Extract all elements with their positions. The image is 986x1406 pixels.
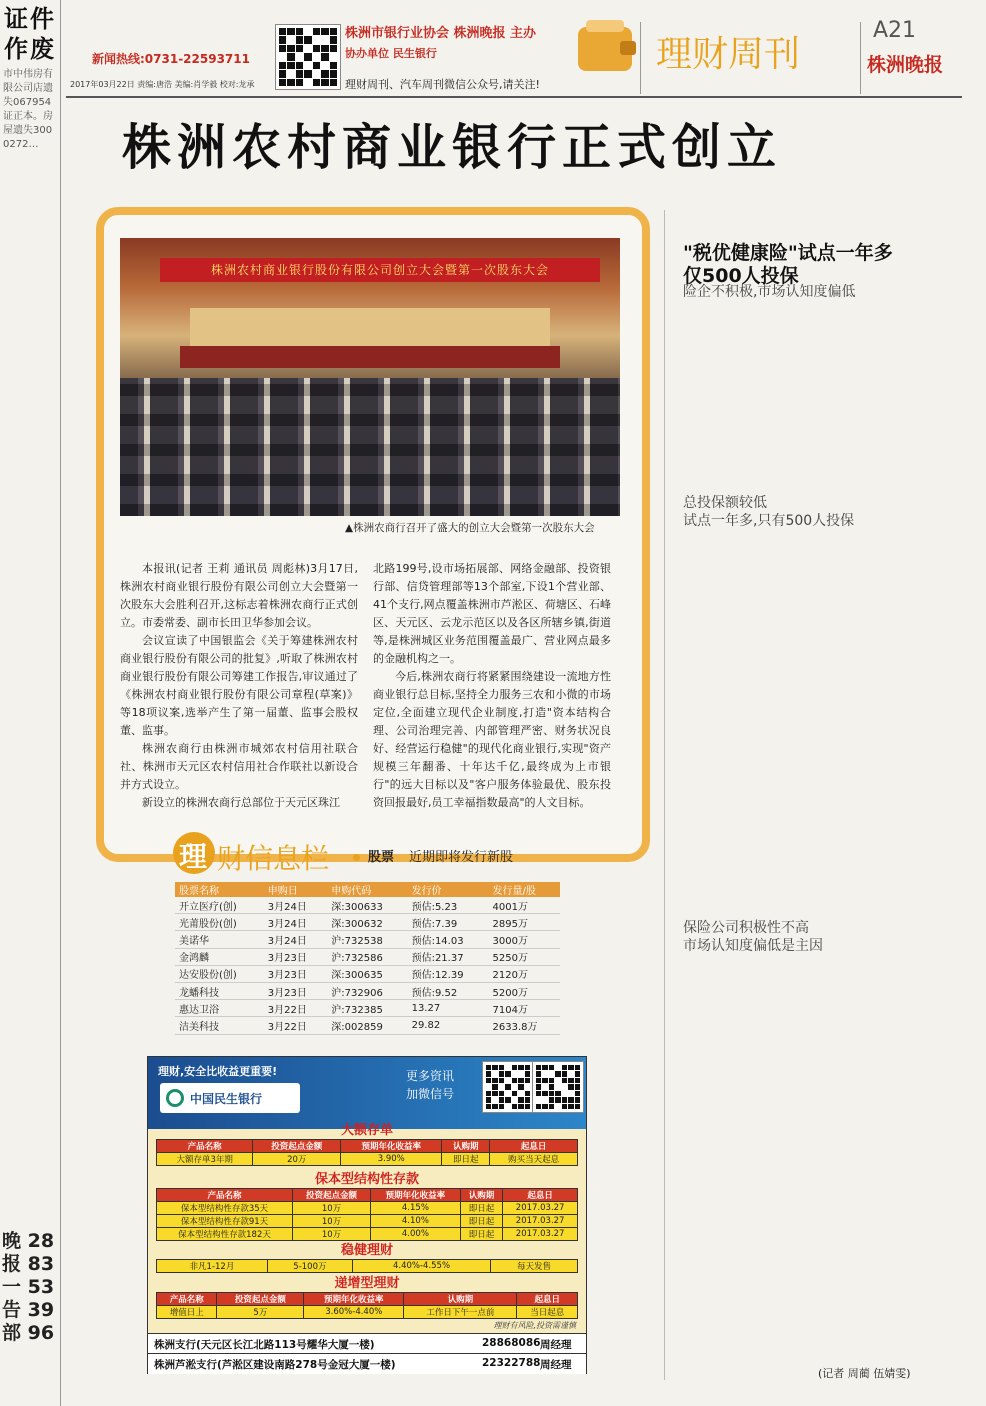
ad-section-steady (156, 1243, 578, 1273)
column-header: 起息日 (503, 1189, 578, 1202)
column-header: 投资起点金额 (293, 1189, 371, 1202)
stock-name: 龙蟠科技 (175, 982, 264, 999)
table-cell: 4.00% (371, 1228, 461, 1241)
qr-code-icon (482, 1061, 534, 1113)
ad-wechat-line: 更多资讯 (406, 1069, 455, 1083)
table-cell: 4.10% (371, 1215, 461, 1228)
table-cell: 当日起息 (517, 1306, 578, 1319)
page-number: A21 (873, 18, 917, 43)
column-header: 起息日 (490, 1140, 578, 1153)
clipped-line: 报 83 (2, 1253, 55, 1275)
subscribe-date: 3月22日 (264, 1000, 328, 1017)
stock-name: 洁美科技 (175, 1017, 264, 1034)
subscribe-date: 3月22日 (264, 1017, 328, 1034)
ad-section-title: 大额存单 (340, 1123, 393, 1138)
subscribe-date: 3月24日 (264, 914, 328, 931)
column-header: 投资起点金额 (217, 1293, 304, 1306)
ipo-table (175, 882, 560, 1035)
issue-price: 预估:12.39 (408, 965, 489, 982)
subscribe-date: 3月24日 (264, 897, 328, 914)
table-row (175, 948, 560, 965)
issue-price: 预估:14.03 (408, 931, 489, 948)
table-row (175, 1000, 560, 1017)
column-header: 认购期 (460, 1189, 502, 1202)
ad-table (156, 1139, 578, 1166)
table-cell: 10万 (293, 1228, 371, 1241)
right-article-title-2: 仅500人投保 (683, 265, 799, 287)
sponsors: 株洲市银行业协会 株洲晚报 主办 (345, 26, 537, 41)
minsheng-ad (147, 1056, 587, 1374)
issue-volume: 3000万 (489, 931, 561, 948)
table-cell: 4.15% (371, 1202, 461, 1215)
table-cell: 大额存单3年期 (157, 1153, 253, 1166)
issue-price: 29.82 (408, 1017, 489, 1034)
branch-name: 株洲支行(天元区长江北路113号耀华大厦一楼) (154, 1339, 375, 1351)
clipped-bottom-lines (2, 1230, 58, 1345)
table-row (157, 1306, 578, 1319)
clipped-notices-column (0, 0, 61, 1406)
clipped-line: 晚 28 (2, 1230, 55, 1252)
section-heading: 市场认知度偏低是主因 (683, 938, 823, 954)
column-header: 发行量/股 (489, 882, 561, 897)
table-cell: 工作日下午一点前 (404, 1306, 517, 1319)
column-header: 认购期 (404, 1293, 517, 1306)
table-row (175, 914, 560, 931)
right-article-title-1: "税优健康险"试点一年多 (683, 242, 893, 264)
info-tag: 股票 (368, 850, 395, 865)
subscribe-date: 3月23日 (264, 965, 328, 982)
table-cell: 每天发售 (491, 1260, 578, 1273)
column-header: 预期年化收益率 (341, 1140, 442, 1153)
article-paragraph: 今后,株洲农商行将紧紧围绕建设一流地方性商业银行总目标,坚持全力服务三农和小微的市场定位,全面建立现代企业制度,打造"资本结构合理、公司治理完善、内部管理严密、财务状况良好、经营运行稳健"的现代化商业银行,实现"资产规模三年翻番、十年达千亿,最终成为上市银行"的远大目标以及"客户服务体验最优、股东投资回报最好,员工幸福指数最高"的人文目标。 (373, 670, 611, 809)
ad-section-title: 稳健理财 (340, 1243, 393, 1258)
table-row (175, 1017, 560, 1034)
photo-presidium-table (180, 346, 560, 368)
hotline: 新闻热线:0731-22593711 (92, 52, 250, 66)
qr-code-icon (275, 24, 341, 90)
section-title: 理财周刊 (656, 34, 801, 75)
issue-volume: 2895万 (489, 914, 561, 931)
clipped-heading: 证件作废 (4, 5, 56, 63)
subscribe-code: 沪:732538 (327, 931, 407, 948)
column-header: 产品名称 (157, 1140, 253, 1153)
subscribe-code: 沪:732385 (327, 1000, 407, 1017)
column-header: 申购代码 (327, 882, 407, 897)
table-cell: 3.60%-4.40% (304, 1306, 404, 1319)
ad-header (148, 1057, 586, 1129)
table-cell: 5万 (217, 1306, 304, 1319)
stock-name: 金鸿麟 (175, 948, 264, 965)
table-cell: 非凡1-12月 (157, 1260, 268, 1273)
issue-volume: 2633.8万 (489, 1017, 561, 1034)
column-header: 产品名称 (157, 1293, 217, 1306)
column-header: 起息日 (517, 1293, 578, 1306)
ad-table (156, 1188, 578, 1241)
article-paragraph: 本报讯(记者 王莉 通讯员 周彪林)3月17日,株洲农村商业银行股份有限公司创立大会暨第一次股东大会胜利召开,这标志着株洲农商行正式创立。市委常委、副市长田卫华参加会议。 (120, 562, 358, 629)
subscribe-date: 3月24日 (264, 931, 328, 948)
subscribe-code: 深:300633 (327, 897, 407, 914)
ad-section-large-deposit (156, 1123, 578, 1166)
wallet-icon (578, 27, 632, 71)
table-cell: 2017.03.27 (503, 1215, 578, 1228)
branch-row (148, 1353, 586, 1374)
minsheng-bank-logo-icon (166, 1089, 184, 1107)
table-cell: 20万 (253, 1153, 341, 1166)
subscribe-code: 沪:732906 (327, 982, 407, 999)
ad-risk-note: 理财有风险,投资需谨慎 (493, 1321, 576, 1330)
issue-volume: 5250万 (489, 948, 561, 965)
table-row (157, 1228, 578, 1241)
qr-code-icon (532, 1061, 584, 1113)
issue-volume: 2120万 (489, 965, 561, 982)
table-row (175, 965, 560, 982)
date-line: 2017年03月22日 责编:唐浩 美编:肖学毅 校对:龙承 (70, 80, 255, 89)
table-cell: 2017.03.27 (503, 1228, 578, 1241)
ad-table (156, 1259, 578, 1273)
stock-name: 惠达卫浴 (175, 1000, 264, 1017)
issue-price: 预估:7.39 (408, 914, 489, 931)
column-header: 认购期 (442, 1140, 490, 1153)
table-cell: 5-100万 (267, 1260, 352, 1273)
table-row (175, 982, 560, 999)
article-paragraph: 北路199号,设市场拓展部、网络金融部、投资银行部、信贷管理部等13个部室,下设1个营业部、41个支行,网点覆盖株洲市芦淞区、荷塘区、石峰区、天元区、云龙示范区以及各区所辖乡镇,街道等,是株洲城区业务范围覆盖最广、营业网点最多的金融机构之一。 (373, 562, 611, 665)
clipped-line: 一 53 (2, 1276, 55, 1298)
table-row (175, 931, 560, 948)
bank-logo-plate (160, 1083, 300, 1113)
info-title-char: 理 (179, 840, 208, 873)
table-cell: 即日起 (442, 1153, 490, 1166)
article-column-2 (373, 560, 611, 812)
table-cell: 购买当天起息 (490, 1153, 578, 1166)
co-organizer: 协办单位 民生银行 (345, 47, 437, 60)
subscribe-code: 沪:732586 (327, 948, 407, 965)
table-cell: 保本型结构性存款91天 (157, 1215, 293, 1228)
article-paragraph: 会议宣读了中国银监会《关于筹建株洲农村商业银行股份有限公司的批复》,听取了株洲农村商业银行股份有限公司筹建工作报告,审议通过了《株洲农村商业银行股份有限公司章程(草案)》等18项议案,选举产生了第一届董、监事会股权董、监事。 (120, 634, 358, 737)
info-column-header (173, 832, 573, 875)
paper-name: 株洲晚报 (867, 54, 944, 76)
branch-row (148, 1333, 586, 1353)
subscribe-code: 深:300635 (327, 965, 407, 982)
bank-name: 中国民生银行 (190, 1092, 263, 1106)
column-header: 投资起点金额 (253, 1140, 341, 1153)
stock-name: 美诺华 (175, 931, 264, 948)
stock-name: 开立医疗(创) (175, 897, 264, 914)
column-header: 申购日 (264, 882, 328, 897)
table-cell: 3.90% (341, 1153, 442, 1166)
branch-phone: 22322788 (482, 1357, 541, 1369)
column-header: 预期年化收益率 (304, 1293, 404, 1306)
ad-section-structured-deposit (156, 1172, 578, 1241)
stock-name: 达安股份(创) (175, 965, 264, 982)
branch-phone: 28868086 (482, 1337, 541, 1349)
article-paragraph: 株洲农商行由株洲市城郊农村信用社联合社、株洲市天元区农村信用社合作联社以新设合并方式设立。 (120, 742, 358, 791)
clipped-line: 部 96 (2, 1322, 55, 1344)
section-heading: 总投保额较低 (683, 495, 767, 511)
table-cell: 即日起 (460, 1228, 502, 1241)
table-cell: 增值日上 (157, 1306, 217, 1319)
right-article-byline: (记者 周蔺 伍婧雯) (818, 1367, 911, 1380)
table-cell: 2017.03.27 (503, 1202, 578, 1215)
ad-section-title: 递增型理财 (334, 1276, 400, 1291)
subscribe-date: 3月23日 (264, 982, 328, 999)
assembly-photo (120, 238, 620, 516)
ad-wechat-line: 加微信号 (406, 1087, 455, 1101)
table-row (157, 1153, 578, 1166)
subscribe-code: 深:002859 (327, 1017, 407, 1034)
ad-section-incremental (156, 1276, 578, 1319)
branch-name: 株洲芦淞支行(芦淞区建设南路278号金冠大厦一楼) (154, 1359, 396, 1371)
issue-price: 预估:5.23 (408, 897, 489, 914)
photo-banner: 株洲农村商业银行股份有限公司创立大会暨第一次股东大会 (160, 258, 600, 282)
branch-contact: 周经理 (540, 1359, 572, 1371)
section-heading: 试点一年多,只有500人投保 (683, 513, 855, 529)
wechat-note: 理财周刊、汽车周刊微信公众号,请关注! (345, 78, 540, 91)
headline: 株洲农村商业银行正式创立 (122, 119, 783, 176)
clipped-body: 市中伟房有限公司店遗失067954证正本。房屋遗失3000272… (3, 69, 53, 150)
right-article-deck: 险企不积极,市场认知度偏低 (683, 284, 856, 300)
clipped-line: 告 39 (2, 1299, 55, 1321)
issue-price: 13.27 (408, 1000, 489, 1017)
info-dot (353, 854, 360, 861)
issue-volume: 4001万 (489, 897, 561, 914)
subscribe-date: 3月23日 (264, 948, 328, 965)
table-row (157, 1260, 578, 1273)
branch-contact: 周经理 (540, 1339, 572, 1351)
table-header-row (175, 882, 560, 897)
column-header: 预期年化收益率 (371, 1189, 461, 1202)
table-cell: 即日起 (460, 1202, 502, 1215)
issue-price: 预估:9.52 (408, 982, 489, 999)
table-cell: 10万 (293, 1202, 371, 1215)
ad-slogan: 理财,安全比收益更重要! (158, 1065, 278, 1078)
article-paragraph: 新设立的株洲农商行总部位于天元区珠江 (142, 796, 340, 809)
issue-volume: 7104万 (489, 1000, 561, 1017)
table-row (175, 897, 560, 914)
table-header-row (157, 1189, 578, 1202)
article-column-1 (120, 560, 358, 812)
table-cell: 10万 (293, 1215, 371, 1228)
table-cell: 保本型结构性存款182天 (157, 1228, 293, 1241)
info-subtitle: 近期即将发行新股 (409, 850, 514, 865)
column-header: 发行价 (408, 882, 489, 897)
ad-table (156, 1292, 578, 1319)
table-row (157, 1215, 578, 1228)
table-row (157, 1202, 578, 1215)
column-header: 股票名称 (175, 882, 264, 897)
stock-name: 光莆股份(创) (175, 914, 264, 931)
ad-section-title: 保本型结构性存款 (314, 1172, 419, 1187)
table-header-row (157, 1293, 578, 1306)
issue-price: 预估:21.37 (408, 948, 489, 965)
photo-caption: ▲株洲农商行召开了盛大的创立大会暨第一次股东大会 (345, 522, 595, 534)
table-header-row (157, 1140, 578, 1153)
subscribe-code: 深:300632 (327, 914, 407, 931)
column-header: 产品名称 (157, 1189, 293, 1202)
info-title: 财信息栏 (217, 842, 330, 875)
issue-volume: 5200万 (489, 982, 561, 999)
section-heading: 保险公司积极性不高 (683, 920, 809, 936)
table-cell: 4.40%-4.55% (352, 1260, 490, 1273)
table-cell: 保本型结构性存款35天 (157, 1202, 293, 1215)
table-cell: 即日起 (460, 1215, 502, 1228)
